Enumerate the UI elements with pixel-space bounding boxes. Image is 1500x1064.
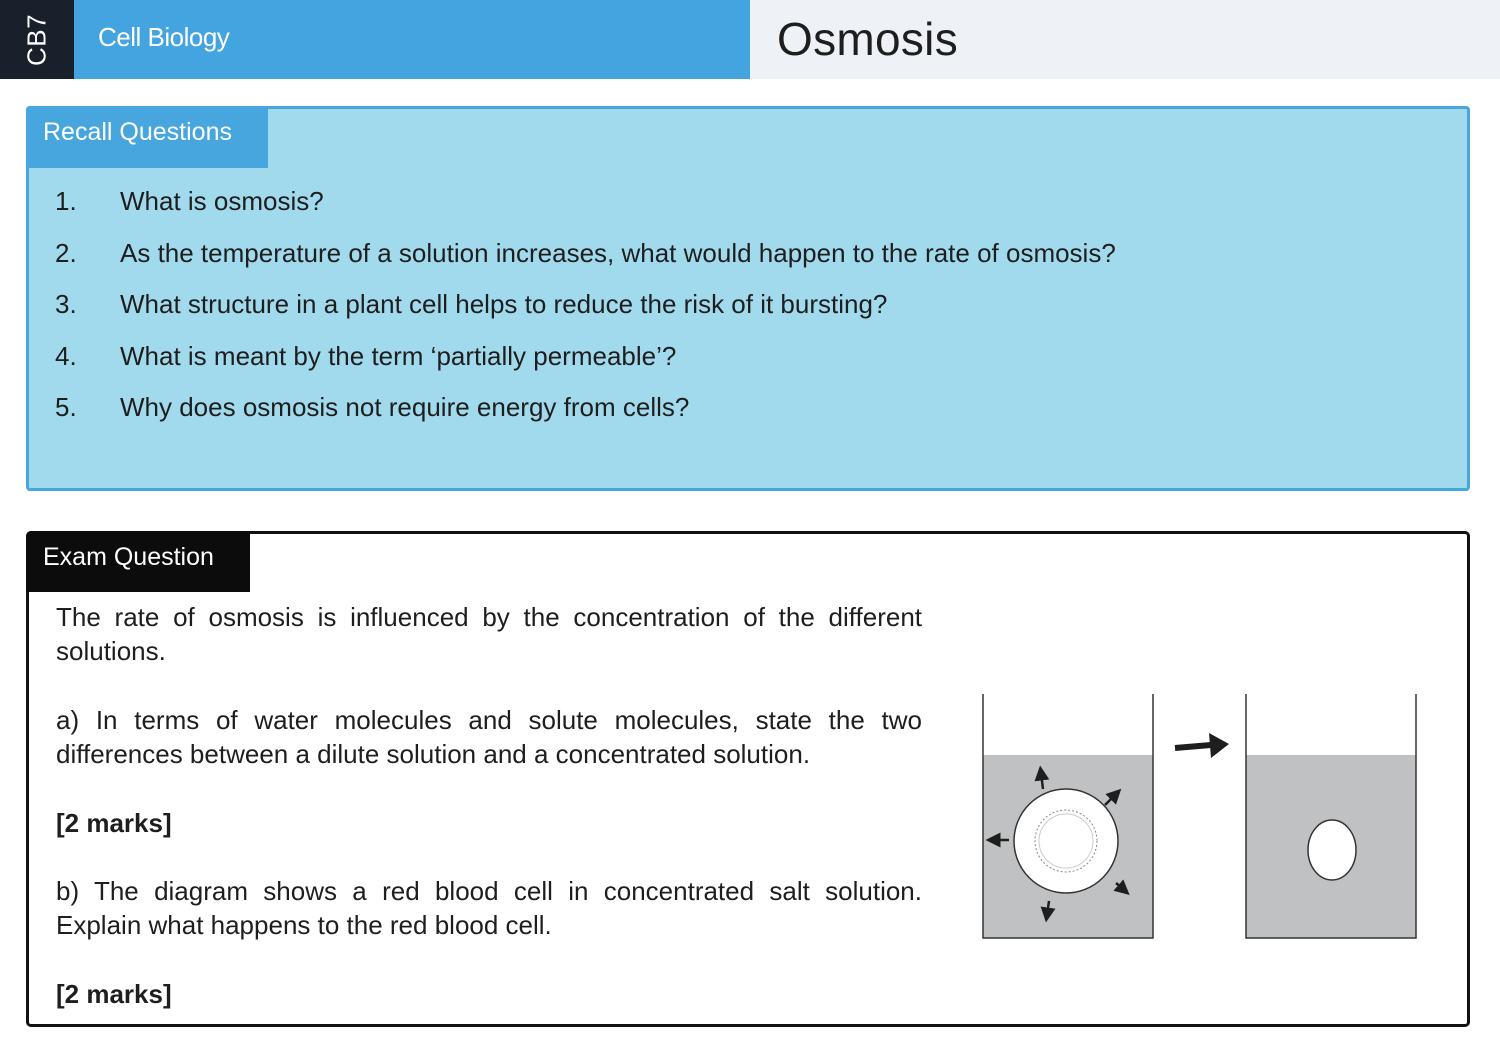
exam-part-b-marks: [2 marks] bbox=[56, 979, 172, 1009]
page-title: Osmosis bbox=[777, 13, 959, 65]
recall-questions-tab bbox=[26, 106, 268, 168]
recall-question-list bbox=[55, 186, 1116, 444]
question-text: What is meant by the term ‘partially permeable’? bbox=[120, 340, 677, 371]
exam-part-a-marks: [2 marks] bbox=[56, 808, 172, 838]
question-text: As the temperature of a solution increases, what would happen to the rate of osmosis? bbox=[120, 237, 1116, 268]
recall-questions-heading: Recall Questions bbox=[43, 118, 232, 146]
question-number: 5. bbox=[55, 392, 77, 422]
title-banner bbox=[750, 0, 1500, 79]
exam-question-tab bbox=[26, 531, 250, 592]
question-text: Why does osmosis not require energy from cells? bbox=[120, 392, 690, 422]
exam-question-body bbox=[56, 600, 922, 1045]
recall-question bbox=[55, 238, 1116, 290]
exam-part-b: b) The diagram shows a red blood cell in concentrated salt solution. Explain what happens to the red blood cell. bbox=[56, 876, 922, 940]
osmosis-diagram bbox=[979, 689, 1454, 941]
subject-label: Cell Biology bbox=[98, 22, 230, 52]
recall-question bbox=[55, 341, 1116, 393]
recall-questions-panel bbox=[26, 106, 1470, 491]
question-number: 4. bbox=[55, 340, 77, 371]
topic-code: CB7 bbox=[21, 13, 52, 67]
question-text: What structure in a plant cell helps to reduce the risk of it bursting? bbox=[120, 289, 888, 319]
shrunken-red-blood-cell bbox=[1308, 820, 1356, 880]
topic-code-tab bbox=[0, 0, 74, 79]
exam-part-a: a) In terms of water molecules and solute molecules, state the two differences between a dilute solution and a concentrated solution. bbox=[56, 705, 922, 769]
recall-question bbox=[55, 289, 1116, 341]
recall-question bbox=[55, 186, 1116, 238]
question-number: 3. bbox=[55, 289, 77, 319]
recall-question bbox=[55, 392, 1116, 444]
question-text: What is osmosis? bbox=[120, 186, 324, 216]
beaker-with-red-blood-cell-icon bbox=[983, 694, 1153, 938]
exam-intro: The rate of osmosis is influenced by the concentration of the different solutions. bbox=[56, 602, 922, 666]
question-number: 2. bbox=[55, 237, 77, 268]
right-arrow-icon bbox=[1175, 733, 1229, 758]
subject-banner bbox=[74, 0, 750, 79]
question-number: 1. bbox=[55, 186, 77, 216]
exam-question-heading: Exam Question bbox=[43, 543, 214, 571]
exam-question-panel bbox=[26, 531, 1470, 1027]
beaker-with-shrunken-cell-icon bbox=[1246, 694, 1416, 938]
red-blood-cell-inner bbox=[1035, 810, 1097, 872]
